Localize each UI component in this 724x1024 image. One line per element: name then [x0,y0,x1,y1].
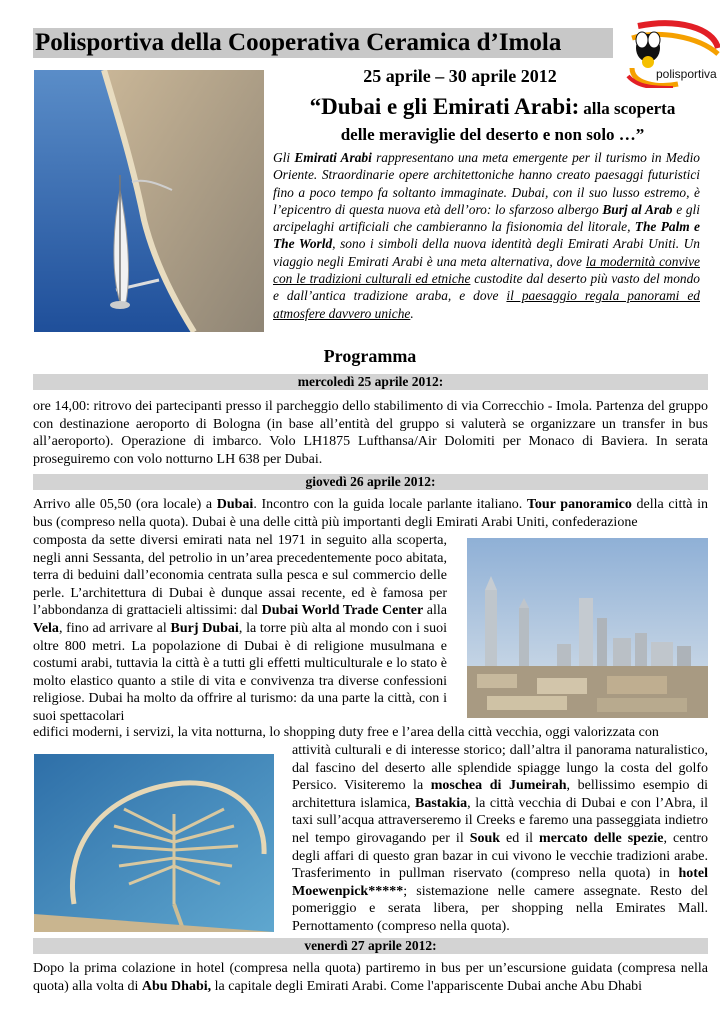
trip-subtitle [270,94,715,147]
intro-bold: The Palm e The World [273,219,700,252]
day-text: . Incontro con la guida locale parlante italiano. [253,497,527,512]
day-header-26: giovedì 26 aprile 2012: [33,474,708,490]
day-bold: hotel Moewenpick***** [292,866,708,899]
intro-bold: Emirati Arabi [294,150,372,165]
intro-text: custodite dal deserto più vasto del mondo e dall’antica tradizione araba, e dove [273,271,700,304]
day-text-25: ore 14,00: ritrovo dei partecipanti presso il parcheggio dello stabilimento di via Correcchio - Imola. Partenza del gruppo con destinazione aeroporto di Bologna (in base all’entità del gruppo si valuterà se organizzare un transfer in bus all’aeroporto). Operazione di imbarco. Volo LH1875 Lufthansa/Air Dolomiti per Monaco di Baviera. In serata proseguiremo con volo notturno LH 638 per Dubai. [33,399,708,467]
day-text: la capitale degli Emirati Arabi. Come l'appariscente Dubai anche Abu Dhabi [211,978,643,994]
program-heading: Programma [323,346,417,366]
day-text: , bellissimo esempio di architettura islamica, [292,778,708,811]
day-text: Dopo la prima colazione in hotel (compresa nella quota) partiremo in bus per un’escursione guidata (compresa nella quota) alla volta di [33,961,708,994]
day-bold: Dubai World Trade Center [261,603,424,619]
day-bold: Tour panoramico [526,497,632,512]
day-text: alla [423,603,447,619]
intro-text: rappresentano una meta emergente per il turismo in Medio Oriente. Straordinarie opere architettoniche hanno creato paesaggi futuristici fino a poco tempo fa soltanto immaginate. Dubai, con il suo lusso estremo, è l’epicentro di questa nuova età dell’oro: lo sfarzoso albergo [273,150,700,217]
day-bold: Bastakia [415,795,468,811]
intro-underlined: il paesaggio regala panorami ed atmosfere davvero uniche [273,288,700,321]
day-text: , fino ad arrivare al [58,620,171,636]
burj-al-arab-photo [34,70,264,332]
day-text: Arrivo alle 05,50 (ora locale) a [33,497,217,512]
intro-text: , sono i simboli della nuova identità degli Emirati Arabi Uniti. Un viaggio negli Emirati Arabi è una meta alternativa, dove [273,236,700,269]
day-bold: Souk [469,830,501,846]
polisportiva-logo [618,18,720,88]
intro-text: . [410,305,414,321]
intro-paragraph [273,149,700,322]
day-text: , centro degli affari di questo gran bazar in cui vivono le vecchie tradizioni arabe. Trasferimento in pullman riservato (compreso nella quota) in [292,830,708,882]
trip-dates: 25 aprile – 30 aprile 2012 [363,66,557,86]
day-text-26-visits [292,742,708,936]
palm-island-photo [34,754,274,932]
day-text: ed il [500,830,540,846]
dubai-skyline-photo [467,538,708,718]
day-header-27: venerdì 27 aprile 2012: [33,938,708,954]
day-text-26-intro [33,496,708,531]
day-text: , la torre più alta al mondo con i suoi oltre 800 metri. La popolazione di Dubai è di religione musulmana e costumi arabi, tuttavia la città è a tutti gli effetti multiculturale e lo stato è molto elastico quanto a stile di vita e convivenza tra diverse confessioni religiose. Dubai ha molto da offrire al turismo: da una parte la città, con i suoi spettacolari [33,620,448,724]
day-text: composta da sette diversi emirati nata nel 1971 in seguito alla scoperta, negli anni Sessanta, del petrolio in un’area precedentemente poco abitata, terra di beduini dall’economia centrata sulla pesca e sul commercio delle perle. L’architettura di Dubai è dunque assai recente, ed è famosa per l’abbondanza di grattacieli altissimi: dal [33,533,447,619]
day-bold: mercato delle spezie [539,830,664,846]
day-bold: Dubai [216,497,254,512]
title-bar [33,28,613,58]
day-text: della città in bus (compreso nella quota). Dubai è una delle città più importanti degli Emirati Arabi Uniti, confederazione [33,497,708,530]
subtitle-line2: delle meraviglie del deserto e non solo …” [340,125,645,144]
page-title: Polisportiva della Cooperativa Ceramica d’Imola [35,29,562,56]
logo-text: polisportiva [656,67,717,81]
day-bold: Burj Dubai [170,620,239,636]
day-text-27 [33,960,708,995]
day-header-25: mercoledì 25 aprile 2012: [33,374,708,390]
intro-bold: Burj al Arab [602,201,673,217]
day-bold: moschea di Jumeirah [430,778,567,794]
day-bold: Vela [33,620,59,636]
day-text: attività culturali e di interesse storico; dall’altra il panorama naturalistico, dal fascino del deserto alle splendide spiagge lungo la costa del golfo Persico. Visiteremo la [292,743,708,794]
day-text: , la città vecchia di Dubai e con l’Abra, il taxi sull’acqua attraverseremo il Creeks e faremo una passeggiata indietro nel tempo girovagando per il [292,795,708,846]
day-text-26-continued: edifici moderni, i servizi, la vita notturna, lo shopping duty free e l’area della città vecchia, oggi valorizzata con [33,725,659,740]
subtitle-main: “Dubai e gli Emirati Arabi: [309,94,580,119]
subtitle-tail: alla scoperta [583,99,676,118]
day-text: ; sistemazione nelle camere assegnate. Resto del pomeriggio e serata libera, per shopping nella Emirates Mall. Pernottamento (compreso nella quota). [292,883,708,934]
day-text-26-history [33,532,447,726]
intro-text: Gli [273,150,295,165]
intro-underlined: la modernità convive con le tradizioni culturali ed etniche [273,253,700,287]
intro-text: e gli arcipelaghi artificiali che cambieranno la fisionomia del litorale, [273,201,700,235]
day-bold: Abu Dhabi, [141,978,212,994]
